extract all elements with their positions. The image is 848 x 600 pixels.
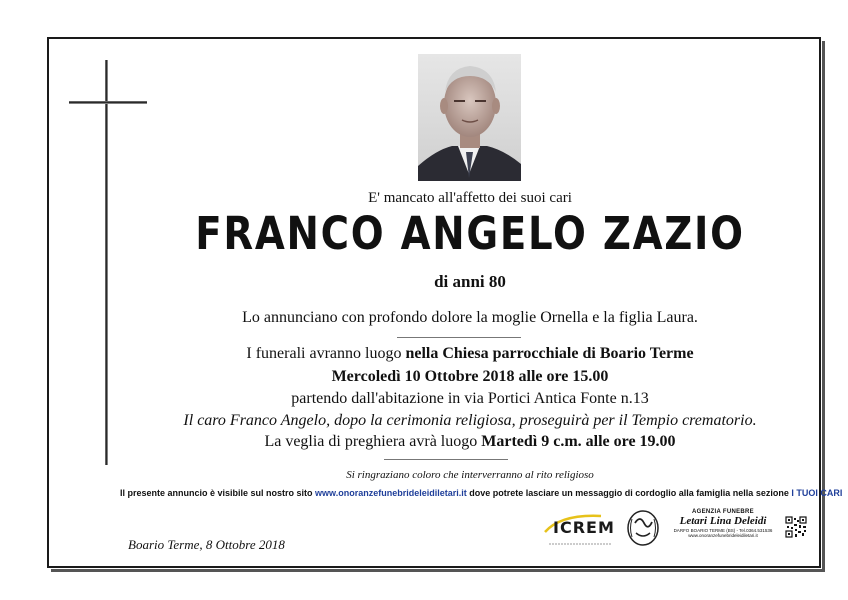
- online-notice-middle: dove potrete lasciare un messaggio di cordoglio alla famiglia nella sezione: [466, 488, 792, 498]
- cross-vertical: [105, 60, 108, 465]
- agency-address: DARFO BOARIO TERME (BS) - Tel.0364.531536: [673, 528, 773, 533]
- agency-seal-icon: [626, 509, 660, 547]
- online-notice-prefix: Il presente annuncio è visibile sul nostro sito: [120, 488, 316, 498]
- thanks-text: Si ringraziano coloro che interverranno al rito religioso: [346, 469, 594, 481]
- vigil-time: Martedì 9 c.m. alle ore 19.00: [481, 433, 676, 450]
- divider-top: [397, 337, 521, 338]
- cross-horizontal: [69, 101, 147, 104]
- online-notice: [120, 488, 843, 498]
- announcement-text: Lo annunciano con profondo dolore la moglie Ornella e la figlia Laura.: [242, 309, 698, 326]
- divider-bottom: [384, 459, 508, 460]
- agency-website: www.onoranzefunebrideleidiletari.it: [688, 533, 758, 538]
- icrem-logo-text: ICREM: [553, 518, 615, 537]
- deceased-name: FRANCO ANGELO ZAZIO: [195, 207, 745, 260]
- portrait-illustration: [418, 54, 521, 181]
- funeral-line-1-prefix: I funerali avranno luogo: [246, 345, 406, 362]
- vigil-prefix: La veglia di preghiera avrà luogo: [264, 433, 482, 450]
- agency-label: AGENZIA FUNEBRE: [692, 509, 754, 515]
- funeral-cremation-note: Il caro Franco Angelo, dopo la cerimonia religiosa, proseguirà per il Tempio crematorio.: [183, 412, 757, 429]
- funeral-line-1: [120, 345, 820, 363]
- icrem-logo: [541, 512, 619, 548]
- vigil-line: [120, 433, 820, 451]
- agency-logo: [663, 509, 783, 538]
- place-date: Boario Terme, 8 Ottobre 2018: [128, 537, 285, 552]
- website-link[interactable]: www.onoranzefunebrideleidiletari.it: [315, 488, 467, 498]
- intro-text: E' mancato all'affetto dei suoi cari: [368, 190, 572, 206]
- section-link[interactable]: I TUOI CARI: [791, 488, 843, 498]
- age-text: di anni 80: [434, 272, 506, 291]
- portrait-photo: [418, 54, 521, 181]
- agency-name: Letari Lina Deleidi: [679, 515, 767, 527]
- funeral-date-time: Mercoledì 10 Ottobre 2018 alle ore 15.00: [331, 368, 609, 385]
- funeral-church: nella Chiesa parrocchiale di Boario Terme: [405, 345, 694, 362]
- qr-code-icon[interactable]: [785, 516, 807, 538]
- funeral-departure: partendo dall'abitazione in via Portici Antica Fonte n.13: [291, 390, 649, 407]
